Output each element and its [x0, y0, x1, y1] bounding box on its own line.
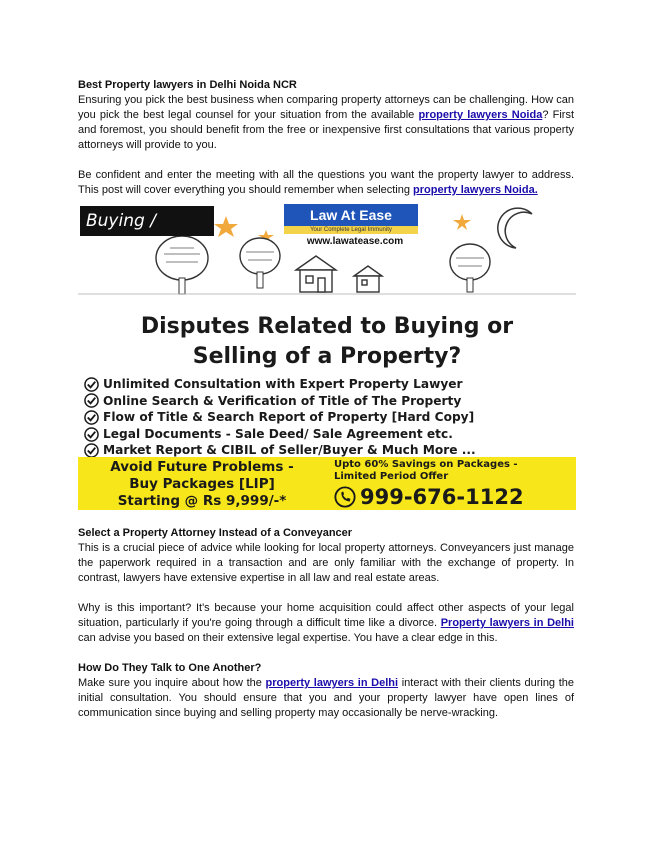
paragraph	[78, 601, 574, 646]
feature-checklist	[84, 376, 576, 459]
checklist-item	[84, 426, 576, 443]
checklist-item-label: Market Report & CIBIL of Seller/Buyer & Much More ...	[103, 443, 476, 458]
brand-logo: Law At Ease	[284, 204, 418, 226]
savings-line: Limited Period Offer	[334, 471, 449, 482]
brand-url: www.lawatease.com	[306, 236, 404, 247]
moon-icon	[498, 208, 532, 248]
star-icon	[214, 216, 238, 237]
document-page	[78, 78, 574, 721]
checklist-item	[84, 409, 576, 426]
link-property-lawyers-noida-2[interactable]: property lawyers Noida.	[413, 184, 538, 196]
paragraph-text: Why is this important? It's because your home acquisition could affect other aspects of your legal situation, particularly if you're going through a difficult time like a divorce.	[78, 602, 574, 629]
phone-icon	[334, 486, 356, 508]
paragraph	[78, 168, 574, 198]
paragraph: This is a crucial piece of advice while looking for local property attorneys. Conveyancers just manage the paperwork required in a transaction and are only familiar with the exchange of property. In contrast, lawyers have extensive expertise in all law and real estate areas.	[78, 542, 574, 584]
tree-icon	[156, 236, 208, 280]
offer-line: Avoid Future Problems -	[110, 459, 294, 475]
offer-line: Starting @ Rs 9,999/-*	[117, 493, 287, 509]
link-property-lawyers-delhi[interactable]: Property lawyers in Delhi	[440, 617, 574, 629]
brand-tagline: Your Complete Legal Immunity	[284, 226, 418, 234]
paragraph	[78, 676, 574, 721]
section-heading-communication: How Do They Talk to One Another?	[78, 662, 262, 674]
buying-selling-badge: Buying / Selling	[80, 206, 214, 236]
headline-line-1: Disputes Related to Buying or	[140, 314, 514, 339]
check-circle-icon	[84, 427, 99, 442]
tree-icon	[450, 244, 490, 280]
offer-line: Buy Packages [LIP]	[129, 476, 275, 492]
checklist-item-label: Flow of Title & Search Report of Property [Hard Copy]	[103, 410, 475, 425]
paragraph-text: ? First and foremost, you should benefit from the free or inexpensive first consultations that various property attorneys will provide to you.	[78, 109, 574, 151]
paragraph	[78, 93, 574, 153]
paragraph-text: Ensuring you pick the best business when comparing property attorneys can be challenging. How can you pick the best legal counsel for your situation from the available	[78, 94, 574, 121]
paragraph-text: Make sure you inquire about how the	[78, 677, 266, 689]
paragraph-text: interact with their clients during the initial consultation. You should ensure that you and your property lawyer have open lines of communication since buying and selling property may occasionally be nerve-wracking.	[78, 677, 574, 719]
checklist-item-label: Online Search & Verification of Title of The Property	[103, 393, 462, 408]
savings-text	[328, 459, 576, 485]
checklist-item-label: Unlimited Consultation with Expert Property Lawyer	[103, 377, 463, 391]
offer-strip	[78, 457, 576, 510]
phone-number	[334, 484, 574, 510]
headline-line-2: Selling of a Property?	[192, 344, 462, 369]
check-circle-icon	[84, 393, 99, 408]
phone-number-text: 999-676-1122	[360, 485, 524, 509]
checklist-item-label: Legal Documents - Sale Deed/ Sale Agreement etc.	[103, 426, 453, 441]
offer-text	[78, 457, 326, 510]
paragraph-text: Be confident and enter the meeting with all the questions you want the property lawyer to address. This post will cover everything you should remember when selecting	[78, 169, 574, 196]
section-heading-best-lawyers: Best Property lawyers in Delhi Noida NCR	[78, 79, 297, 91]
banner-headline	[78, 312, 576, 378]
check-circle-icon	[84, 410, 99, 425]
checklist-item	[84, 393, 576, 410]
advertisement-banner	[78, 204, 576, 510]
link-property-lawyers-delhi-2[interactable]: property lawyers in Delhi	[265, 677, 399, 689]
tree-icon	[240, 238, 280, 274]
section-heading-select-attorney: Select a Property Attorney Instead of a Conveyancer	[78, 527, 353, 539]
house-icon	[296, 256, 336, 292]
check-circle-icon	[84, 377, 99, 392]
checklist-item	[84, 376, 576, 393]
check-circle-icon	[84, 443, 99, 458]
star-icon	[453, 214, 471, 230]
house-icon	[354, 266, 382, 292]
link-property-lawyers-noida[interactable]: property lawyers Noida	[418, 109, 543, 121]
paragraph-text: can advise you based on their extensive legal expertise. You have a clear edge in this.	[78, 632, 498, 644]
savings-line: Upto 60% Savings on Packages -	[334, 459, 518, 470]
